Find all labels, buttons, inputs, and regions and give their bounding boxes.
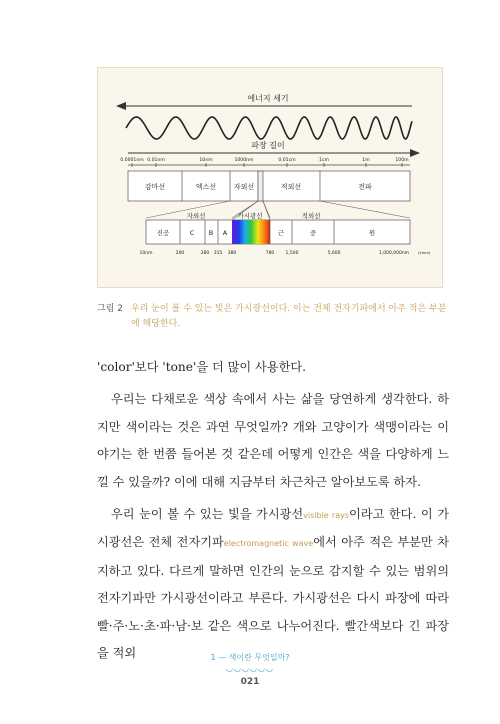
- visible-spectrum-gradient: [232, 220, 270, 244]
- top-scale-label: 1000nm: [234, 158, 254, 163]
- wavelength-label: 파장 길이: [251, 141, 285, 150]
- energy-label: 에너지 세기: [247, 94, 289, 103]
- top-scale-label: 1cm: [319, 158, 329, 163]
- caption-text: 우리 눈이 볼 수 있는 빛은 가시광선이다. 이는 전체 전자기파에서 아주 적은 부분에 해당한다.: [131, 304, 447, 329]
- wavelength-arrow-head: [410, 149, 420, 157]
- spectrum-diagram: [98, 68, 444, 289]
- body-paragraph-1: 우리는 다채로운 색상 속에서 사는 삶을 당연하게 생각한다. 하지만 색이라는 것은 과연 무엇일까? 개와 고양이가 색맹이라는 이야기는 한 번쯤 들어본 것 같은데 어떻게 인간은 색을 다양하게 느낄 수 있을까? 이에 대해 지금부터 차근차근 알아보도록 하자.: [97, 392, 449, 489]
- bottom-tick-5: 780: [265, 251, 275, 256]
- bottom-tick-6: 1,500: [285, 251, 299, 256]
- bottom-tick-0: 10nm: [139, 251, 153, 256]
- band-ir: 적외선: [280, 183, 302, 191]
- bottom-tick-2: 280: [200, 251, 210, 256]
- bottom-scale-unit: (1mm): [417, 250, 431, 255]
- body-text: [97, 354, 449, 667]
- band-uv: 자외선: [233, 183, 255, 191]
- footer-chapter-title: 1 — 색이란 무엇일까?: [210, 653, 290, 662]
- para2-part-b: 이라고 한다. 이 가시광선은 전체 전자기파: [97, 507, 449, 550]
- body-line-1: 'color'보다 'tone'을 더 많이 사용한다.: [97, 360, 307, 374]
- zoom-uv-label: 자외선: [186, 212, 206, 220]
- top-scale-label: 100m: [395, 158, 409, 163]
- top-scale-label: 10nm: [199, 158, 213, 163]
- bottom-tick-7: 5,600: [327, 251, 341, 256]
- cell-a: A: [222, 229, 228, 237]
- zoom-ir-label: 적외선: [301, 212, 321, 220]
- caption-label: 그림 2: [97, 304, 123, 314]
- bottom-tick-8: 1,000,000nm: [378, 251, 410, 256]
- cell-b: B: [208, 229, 214, 237]
- footer-ornament-icon: ◡◡◡◡◡◡: [226, 664, 274, 673]
- bottom-tick-4: 380: [227, 251, 237, 256]
- top-scale-label: 0.01cm: [278, 158, 296, 163]
- cell-far: 원: [368, 229, 376, 237]
- cell-c: C: [189, 229, 195, 237]
- page-number: 021: [240, 677, 260, 687]
- body-paragraph-2: [97, 501, 449, 667]
- cell-near: 근: [277, 229, 285, 237]
- bottom-tick-3: 315: [213, 251, 223, 256]
- top-scale-label: 1m: [362, 158, 370, 163]
- para2-part-a: 우리 눈이 볼 수 있는 빛을 가시광선: [111, 507, 304, 522]
- top-scale-label: 0.0001nm: [120, 158, 144, 163]
- spectrum-figure: [97, 67, 443, 288]
- band-radio: 전파: [358, 183, 372, 191]
- visible-slot: [258, 171, 263, 201]
- band-xray: 엑스선: [195, 183, 217, 191]
- zoom-visible-label: 가시광선: [237, 212, 263, 220]
- para2-part-c: 에서 아주 적은 부분만 차지하고 있다. 다르게 말하면 인간의 눈으로 감지할 수 있는 범위의 전자기파만 가시광선이라고 부른다. 가시광선은 다시 파장에 따라 빨·주·노·초·파·남·보 같은 색으로 나누어진다. 빨간색보다 긴 파장을 적외: [97, 535, 449, 661]
- wave-line: [126, 117, 412, 139]
- bottom-tick-1: 200: [175, 251, 185, 256]
- term-visible-rays: visible rays: [303, 511, 350, 521]
- term-electromagnetic-wave: electromagnetic wave: [223, 539, 314, 549]
- cell-vacuum: 진공: [156, 229, 170, 237]
- band-gamma: 감마선: [144, 183, 166, 191]
- cell-mid: 중: [309, 229, 317, 237]
- energy-arrow-head: [116, 102, 126, 110]
- top-scale-label: 0.01nm: [147, 158, 165, 163]
- figure-caption: [97, 302, 447, 332]
